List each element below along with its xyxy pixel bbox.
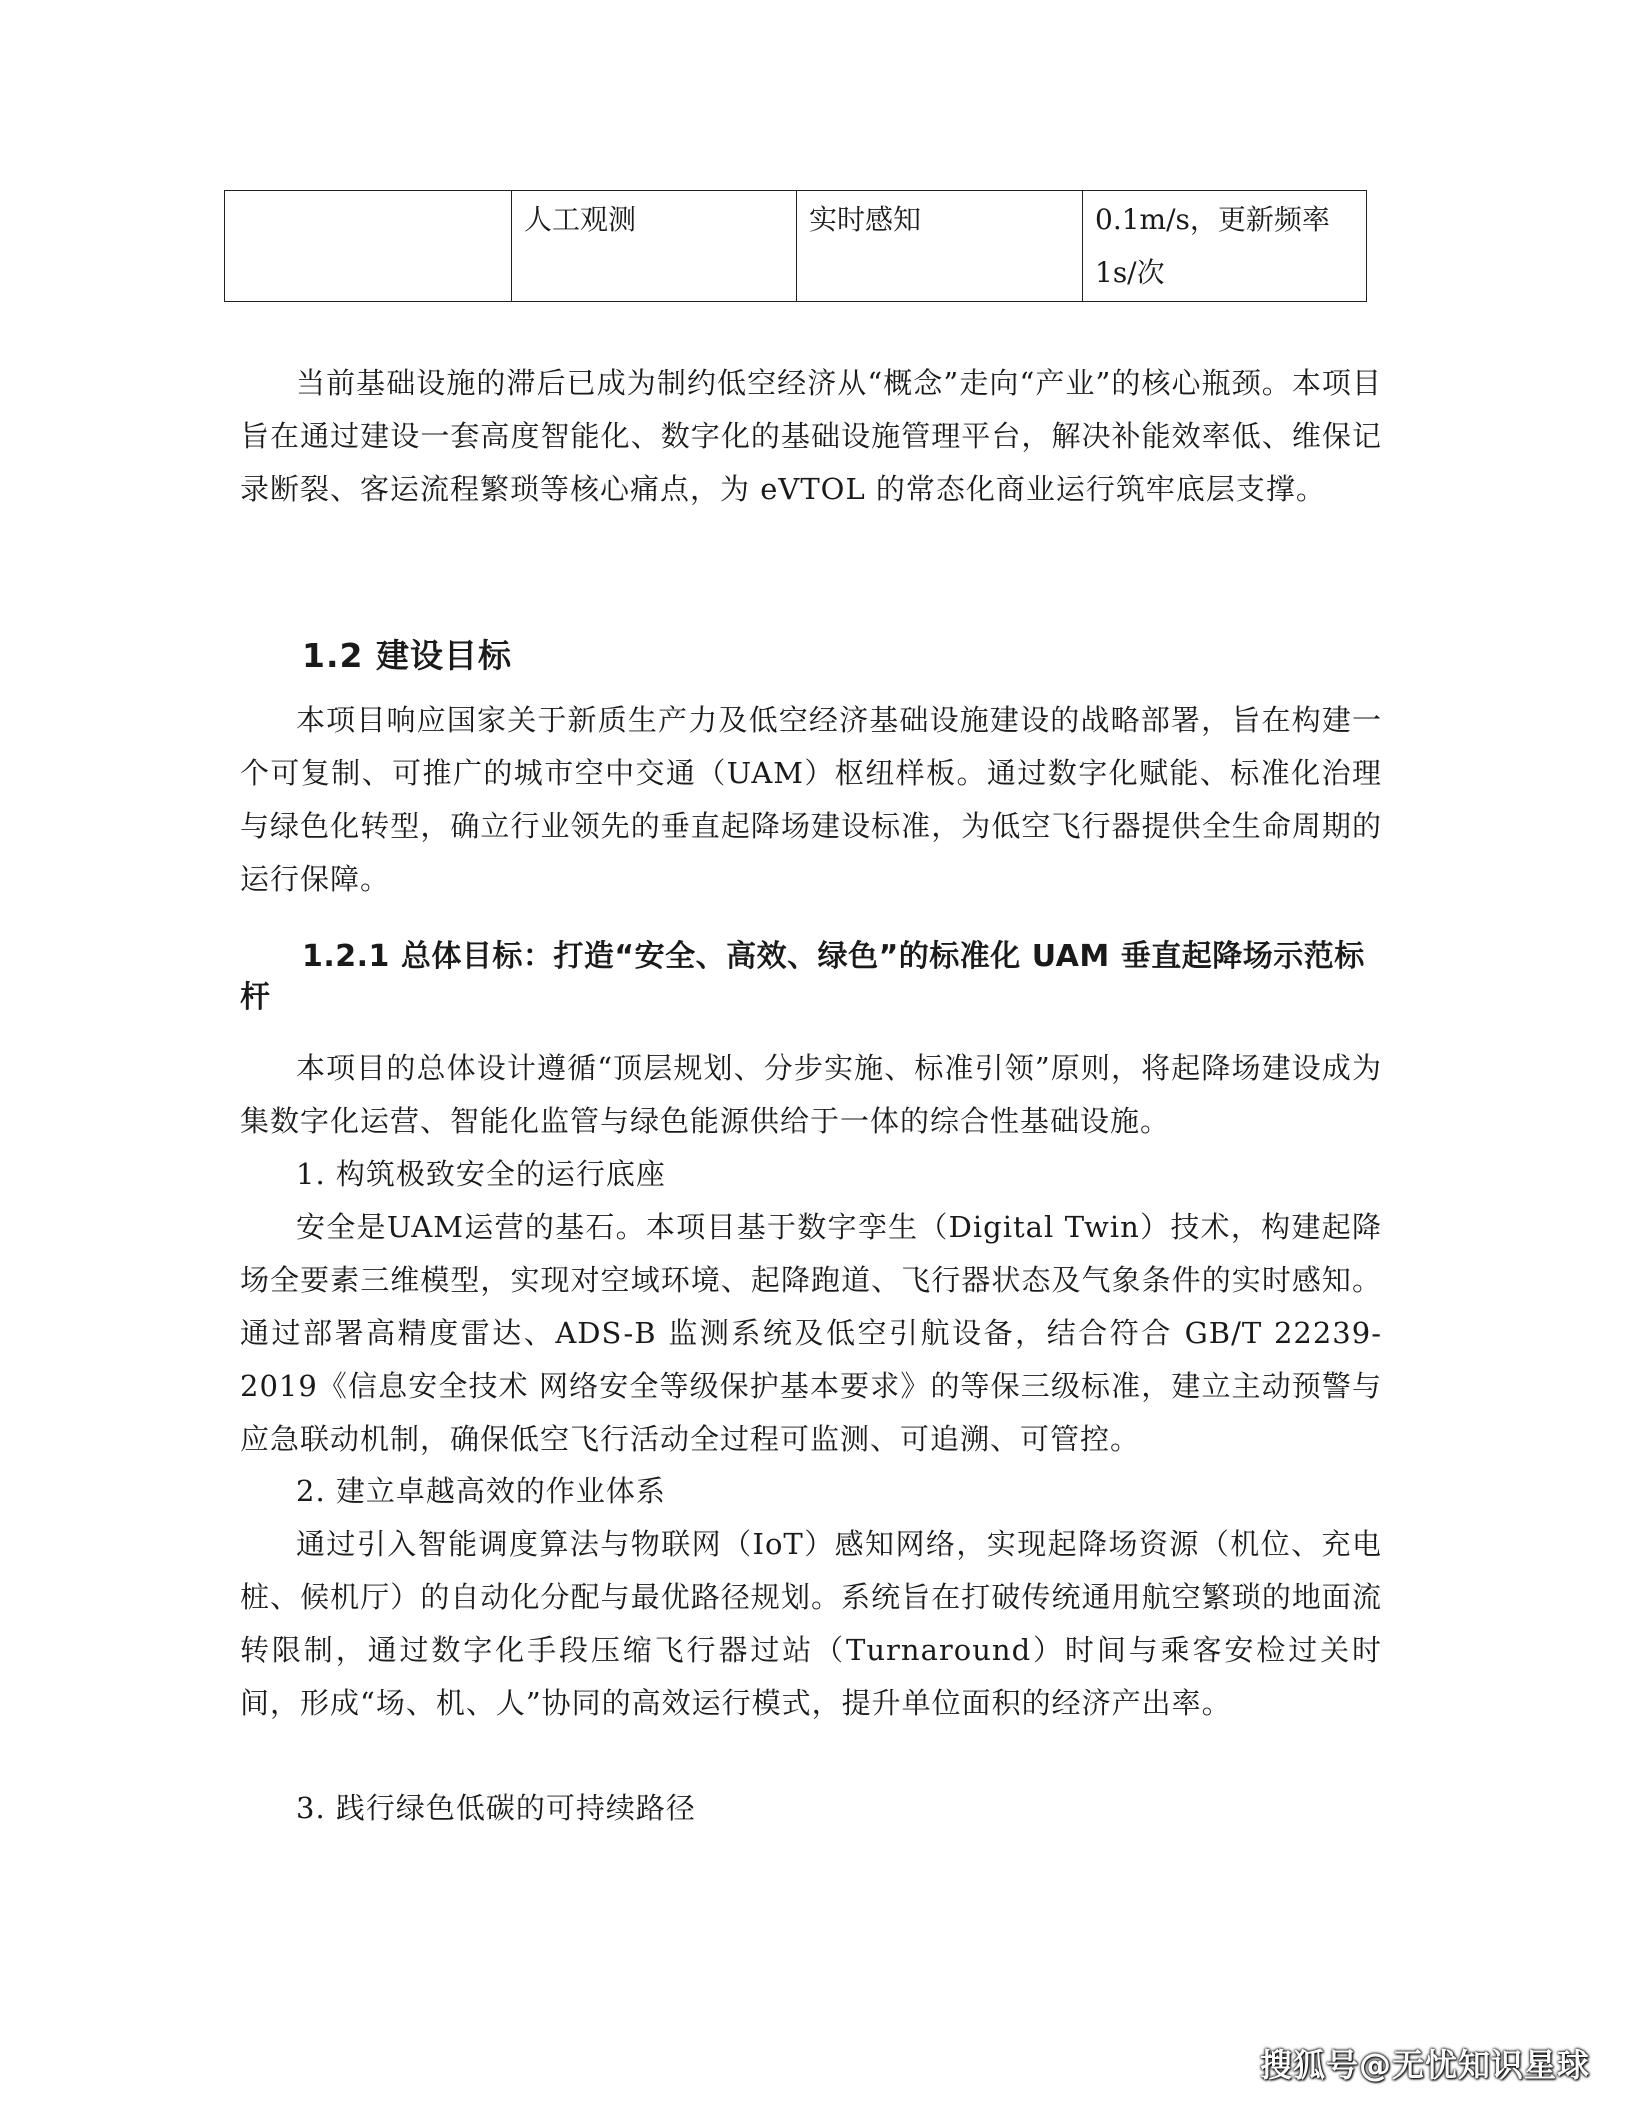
table-cell: 实时感知: [797, 191, 1083, 302]
section-heading-1-2-1: 1.2.1 总体目标：打造“安全、高效、绿色”的标准化 UAM 垂直起降场示范标杆: [240, 939, 1365, 1015]
list-item-1-body: 安全是UAM运营的基石。本项目基于数字孪生（Digital Twin）技术，构建起降场全要素三维模型，实现对空域环境、起降跑道、飞行器状态及气象条件的实时感知。通过部署高精度雷达、ADS-B 监测系统及低空引航设备，结合符合 GB/T 22239-2019《信息安全技术 网络安全等级保护基本要求》的等保三级标准，建立主动预警与应急联动机制，确保低空飞行活动全过程可监测、可追溯、可管控。: [240, 1210, 1382, 1456]
watermark: 搜狐号@无忧知识星球: [1259, 2046, 1590, 2084]
section-heading-1-2: 1.2 建设目标: [302, 636, 512, 675]
section-1-2-paragraph: 本项目响应国家关于新质生产力及低空经济基础设施建设的战略部署，旨在构建一个可复制、可推广的城市空中交通（UAM）枢纽样板。通过数字化赋能、标准化治理与绿色化转型，确立行业领先的垂直起降场建设标准，为低空飞行器提供全生命周期的运行保障。: [240, 703, 1382, 896]
table-cell: [225, 191, 512, 302]
list-item-2-body: 通过引入智能调度算法与物联网（IoT）感知网络，实现起降场资源（机位、充电桩、候机厅）的自动化分配与最优路径规划。系统旨在打破传统通用航空繁琐的地面流转限制，通过数字化手段压缩飞行器过站（Turnaround）时间与乘客安检过关时间，形成“场、机、人”协同的高效运行模式，提升单位面积的经济产出率。: [240, 1527, 1382, 1720]
list-item-2-title: 2. 建立卓越高效的作业体系: [296, 1474, 666, 1508]
spec-table: [224, 190, 1367, 302]
section-1-2-1-paragraph: 本项目的总体设计遵循“顶层规划、分步实施、标准引领”原则，将起降场建设成为集数字化运营、智能化监管与绿色能源供给于一体的综合性基础设施。: [240, 1051, 1382, 1138]
list-item-1-title: 1. 构筑极致安全的运行底座: [296, 1157, 666, 1191]
table-cell: 0.1m/s，更新频率 1s/次: [1083, 191, 1367, 302]
list-item-3-title: 3. 践行绿色低碳的可持续路径: [296, 1791, 696, 1825]
table-row: [225, 191, 1367, 302]
intro-paragraph: 当前基础设施的滞后已成为制约低空经济从“概念”走向“产业”的核心瓶颈。本项目旨在通过建设一套高度智能化、数字化的基础设施管理平台，解决补能效率低、维保记录断裂、客运流程繁琐等核心痛点，为 eVTOL 的常态化商业运行筑牢底层支撑。: [240, 366, 1382, 506]
table-cell: 人工观测: [512, 191, 797, 302]
